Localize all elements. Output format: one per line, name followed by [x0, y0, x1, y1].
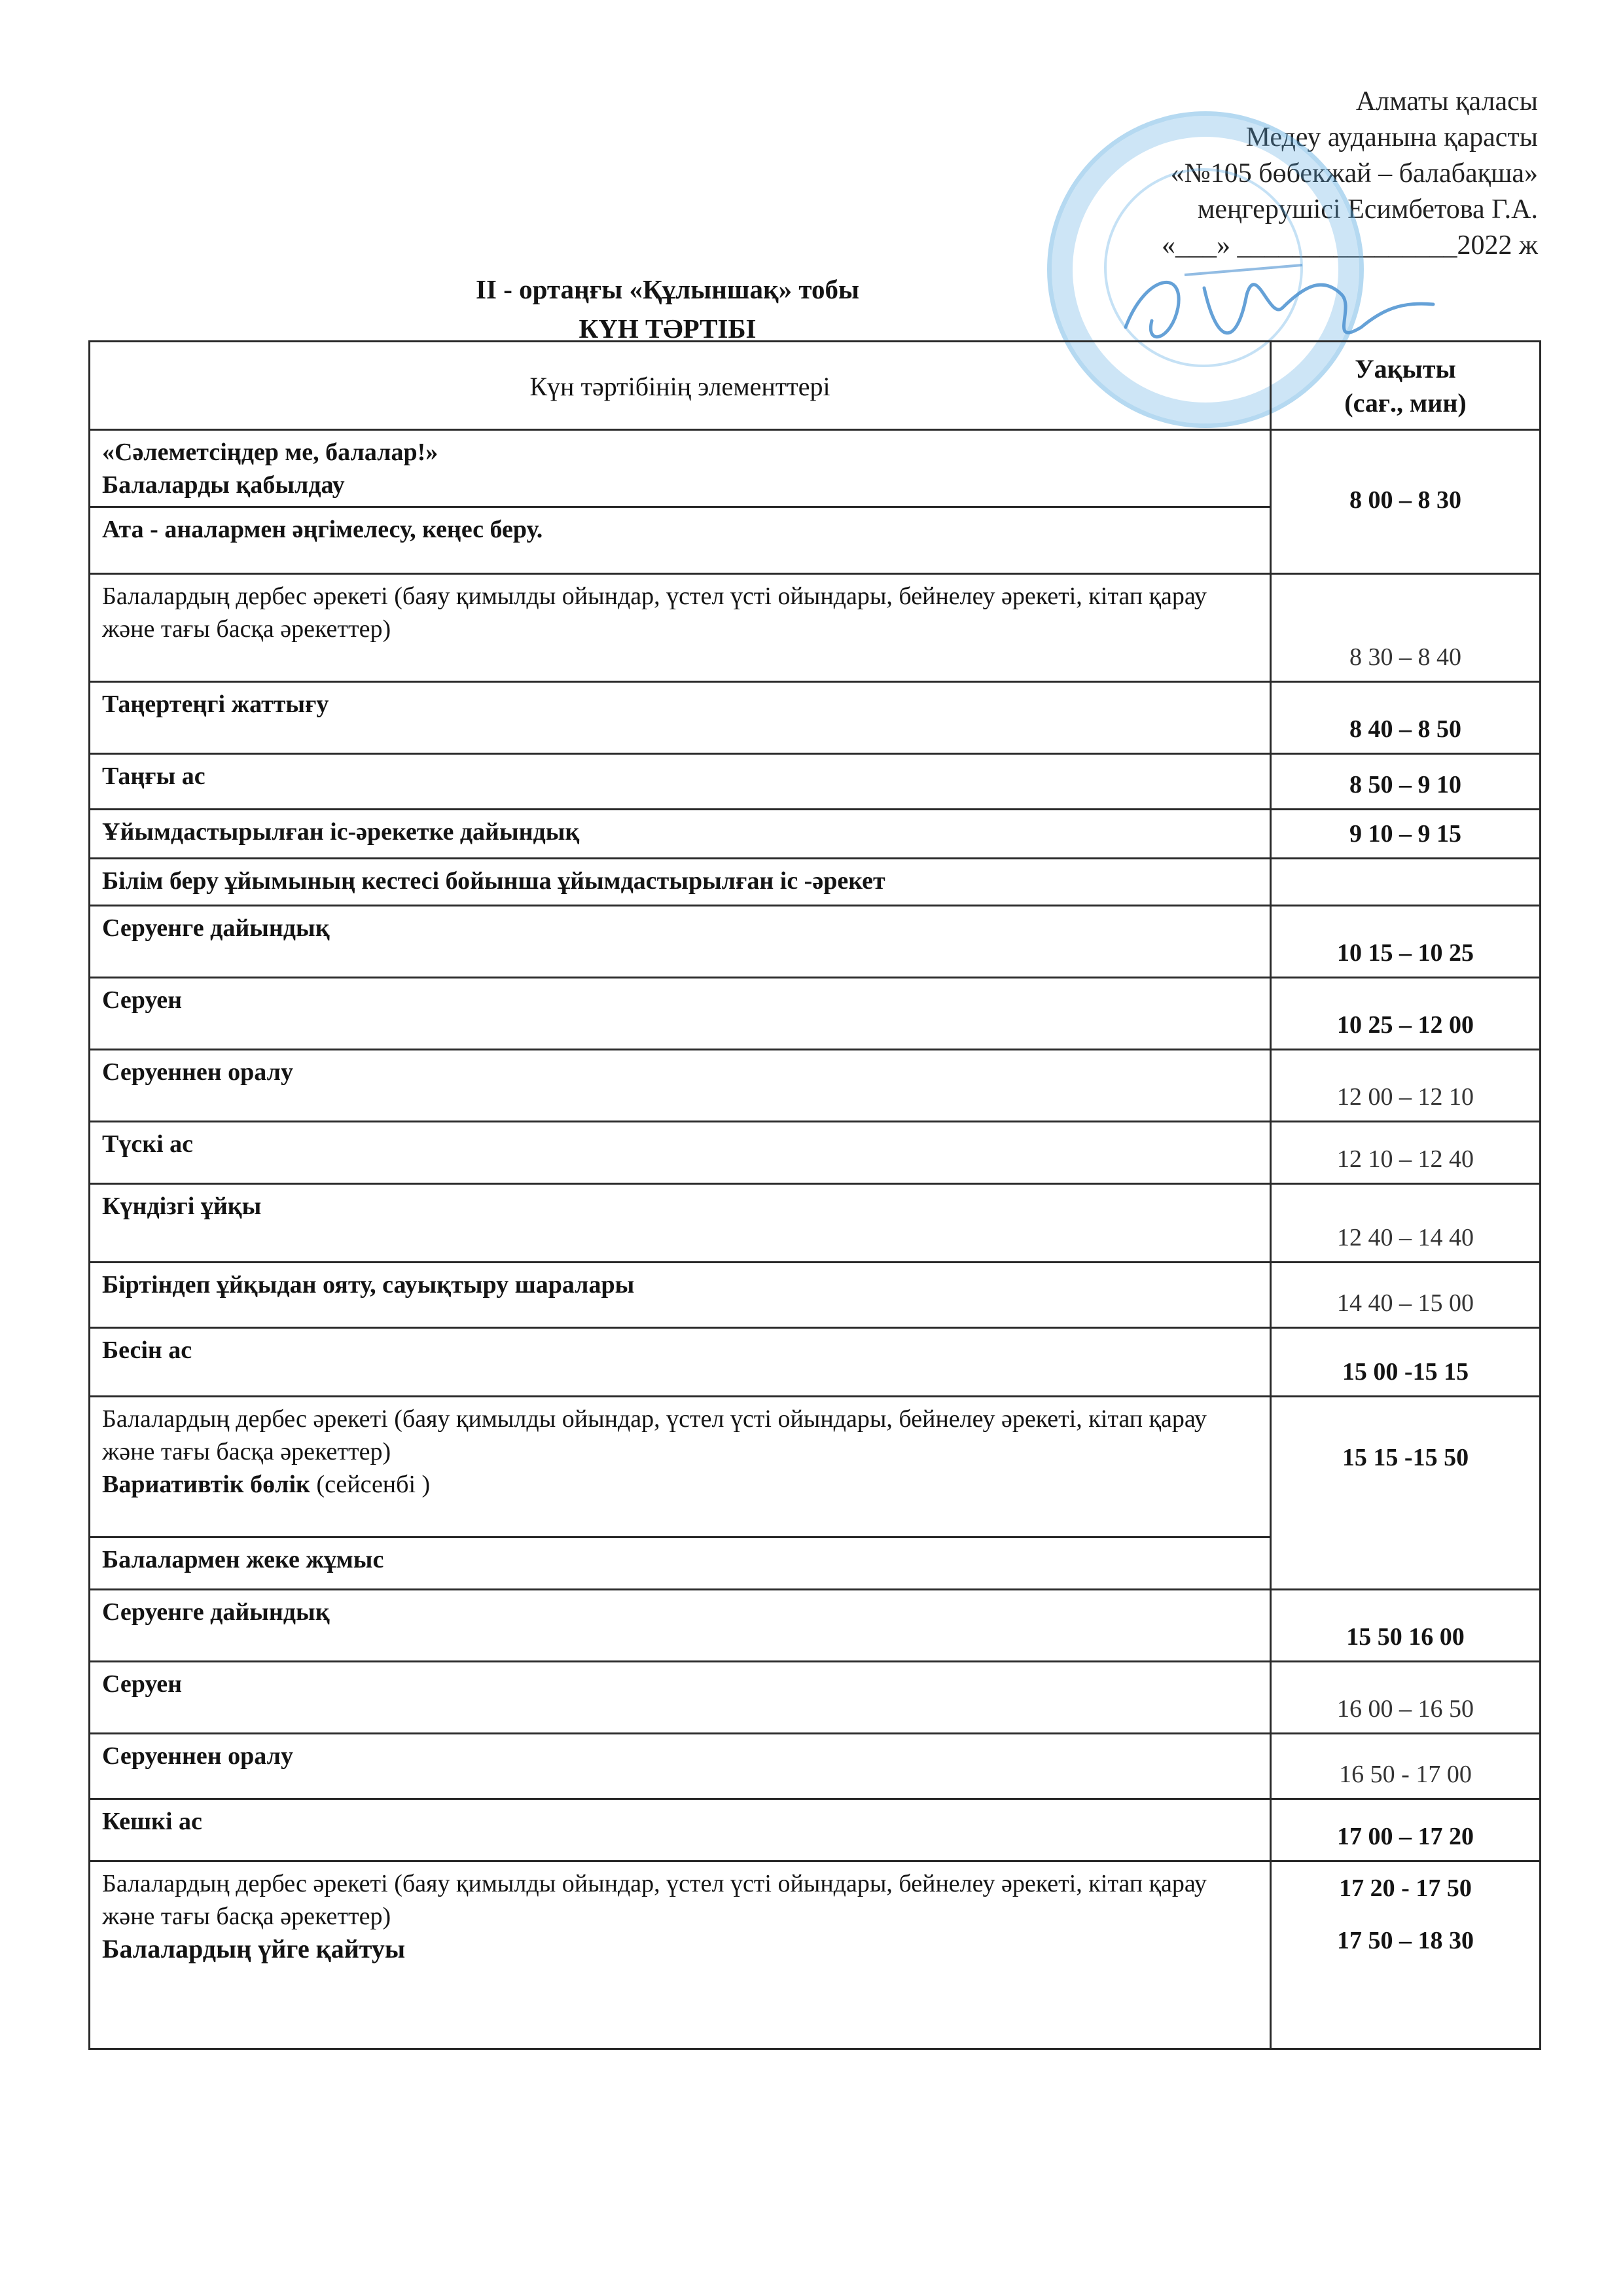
activity-cell: Серуен: [90, 978, 1271, 1050]
time-cell: 8 50 – 9 10: [1271, 754, 1541, 810]
table-header-row: [90, 342, 1541, 430]
activity-cell: Ұйымдастырылған іс-әрекетке дайындық: [90, 810, 1271, 859]
activity-greeting: «Сәлеметсіңдер ме, балалар!»: [102, 439, 438, 466]
activity-cell: Балалардың дербес әрекеті (баяу қимылды ойындар, үстел үсті ойындары, бейнелеу әрекеті, кітап қарау және тағы басқа әрекеттер): [90, 574, 1271, 682]
time-cell: 12 10 – 12 40: [1271, 1122, 1541, 1184]
table-row: [90, 1263, 1541, 1328]
table-row: [90, 682, 1541, 754]
activity-cell: Балалармен жеке жұмыс: [90, 1537, 1271, 1590]
activity-cell: Таңғы ас: [90, 754, 1271, 810]
activity-cell: Серуенге дайындық: [90, 1590, 1271, 1662]
table-row: [90, 754, 1541, 810]
time-cell: 17 00 – 17 20: [1271, 1799, 1541, 1861]
activity-cell: Білім беру ұйымының кестесі бойынша ұйымдастырылған іс -әрекет: [90, 859, 1271, 906]
header-time-unit: (сағ., мин): [1344, 388, 1467, 418]
time-cell: 15 15 -15 50: [1271, 1397, 1541, 1590]
activity-cell: Түскі ас: [90, 1122, 1271, 1184]
time-cell: 12 40 – 14 40: [1271, 1184, 1541, 1263]
table-row: [90, 810, 1541, 859]
time-cell: 14 40 – 15 00: [1271, 1263, 1541, 1328]
time-cell: [1271, 859, 1541, 906]
table-row: [90, 1050, 1541, 1122]
table-row: [90, 906, 1541, 978]
schedule-title: КҮН ТӘРТІБІ: [579, 314, 757, 344]
approval-line-head: меңгерушісі Есимбетова Г.А.: [1197, 194, 1538, 224]
table-row: [90, 1799, 1541, 1861]
time-cell: 10 25 – 12 00: [1271, 978, 1541, 1050]
activity-free-play: Балалардың дербес әрекеті (баяу қимылды ойындар, үстел үсті ойындары, бейнелеу әрекеті, кітап қарау және тағы басқа әрекеттер): [102, 1405, 1207, 1465]
approval-line-institution: «№105 бөбекжай – балабақша»: [1170, 158, 1538, 188]
activity-cell: Таңертеңгі жаттығу: [90, 682, 1271, 754]
table-row: [90, 1328, 1541, 1397]
time-cell: 16 50 - 17 00: [1271, 1734, 1541, 1799]
activity-reception: Балаларды қабылдау: [102, 471, 345, 499]
activity-variative: Вариативтік бөлік: [102, 1471, 310, 1498]
approval-line-date: «___» ________________2022 ж: [1161, 230, 1538, 260]
activity-cell: Серуен: [90, 1662, 1271, 1734]
table-row: [90, 1861, 1541, 2049]
header-time-label: Уақыты: [1355, 354, 1456, 384]
time-free-play: 17 20 - 17 50: [1339, 1874, 1472, 1902]
table-row: [90, 430, 1541, 507]
activity-cell: Кешкі ас: [90, 1799, 1271, 1861]
table-row: [90, 978, 1541, 1050]
time-cell: 8 40 – 8 50: [1271, 682, 1541, 754]
activity-cell: Біртіндеп ұйқыдан ояту, сауықтыру шаралары: [90, 1263, 1271, 1328]
time-cell: 15 50 16 00: [1271, 1590, 1541, 1662]
activity-going-home: Балалардың үйге қайтуы: [102, 1934, 406, 1964]
table-row: [90, 1184, 1541, 1263]
approval-line-city: Алматы қаласы: [1355, 86, 1538, 117]
table-row: [90, 1397, 1541, 1537]
activity-cell: Серуеннен оралу: [90, 1050, 1271, 1122]
activity-cell: Күндізгі ұйқы: [90, 1184, 1271, 1263]
schedule-table: [88, 340, 1541, 2050]
table-row: [90, 1590, 1541, 1662]
time-cell: 8 00 – 8 30: [1271, 430, 1541, 574]
time-cell: 10 15 – 10 25: [1271, 906, 1541, 978]
time-cell: 8 30 – 8 40: [1271, 574, 1541, 682]
time-cell: 9 10 – 9 15: [1271, 810, 1541, 859]
time-going-home: 17 50 – 18 30: [1337, 1927, 1474, 1954]
table-row: [90, 1122, 1541, 1184]
approval-line-district: Медеу ауданына қарасты: [1245, 122, 1538, 152]
time-cell: 12 00 – 12 10: [1271, 1050, 1541, 1122]
table-row: [90, 574, 1541, 682]
activity-cell: Серуеннен оралу: [90, 1734, 1271, 1799]
activity-cell: [90, 430, 1271, 507]
header-activity: Күн тәртібінің элементтері: [90, 342, 1271, 430]
time-cell: [1271, 1861, 1541, 2049]
time-cell: 15 00 -15 15: [1271, 1328, 1541, 1397]
group-title: II - ортаңғы «Құлыншақ» тобы: [476, 274, 859, 304]
table-row: [90, 1734, 1541, 1799]
table-row: [90, 859, 1541, 906]
activity-cell: Бесін ас: [90, 1328, 1271, 1397]
activity-variative-day: (сейсенбі ): [310, 1471, 431, 1498]
time-cell: 16 00 – 16 50: [1271, 1662, 1541, 1734]
activity-cell: Серуенге дайындық: [90, 906, 1271, 978]
activity-cell: [90, 1861, 1271, 2049]
activity-cell: Ата - аналармен әңгімелесу, кеңес беру.: [90, 507, 1271, 574]
activity-free-play-evening: Балалардың дербес әрекеті (баяу қимылды ойындар, үстел үсті ойындары, бейнелеу әрекеті, кітап қарау және тағы басқа әрекеттер): [102, 1870, 1207, 1930]
header-time: [1271, 342, 1541, 430]
table-row: [90, 1662, 1541, 1734]
activity-cell: [90, 1397, 1271, 1537]
